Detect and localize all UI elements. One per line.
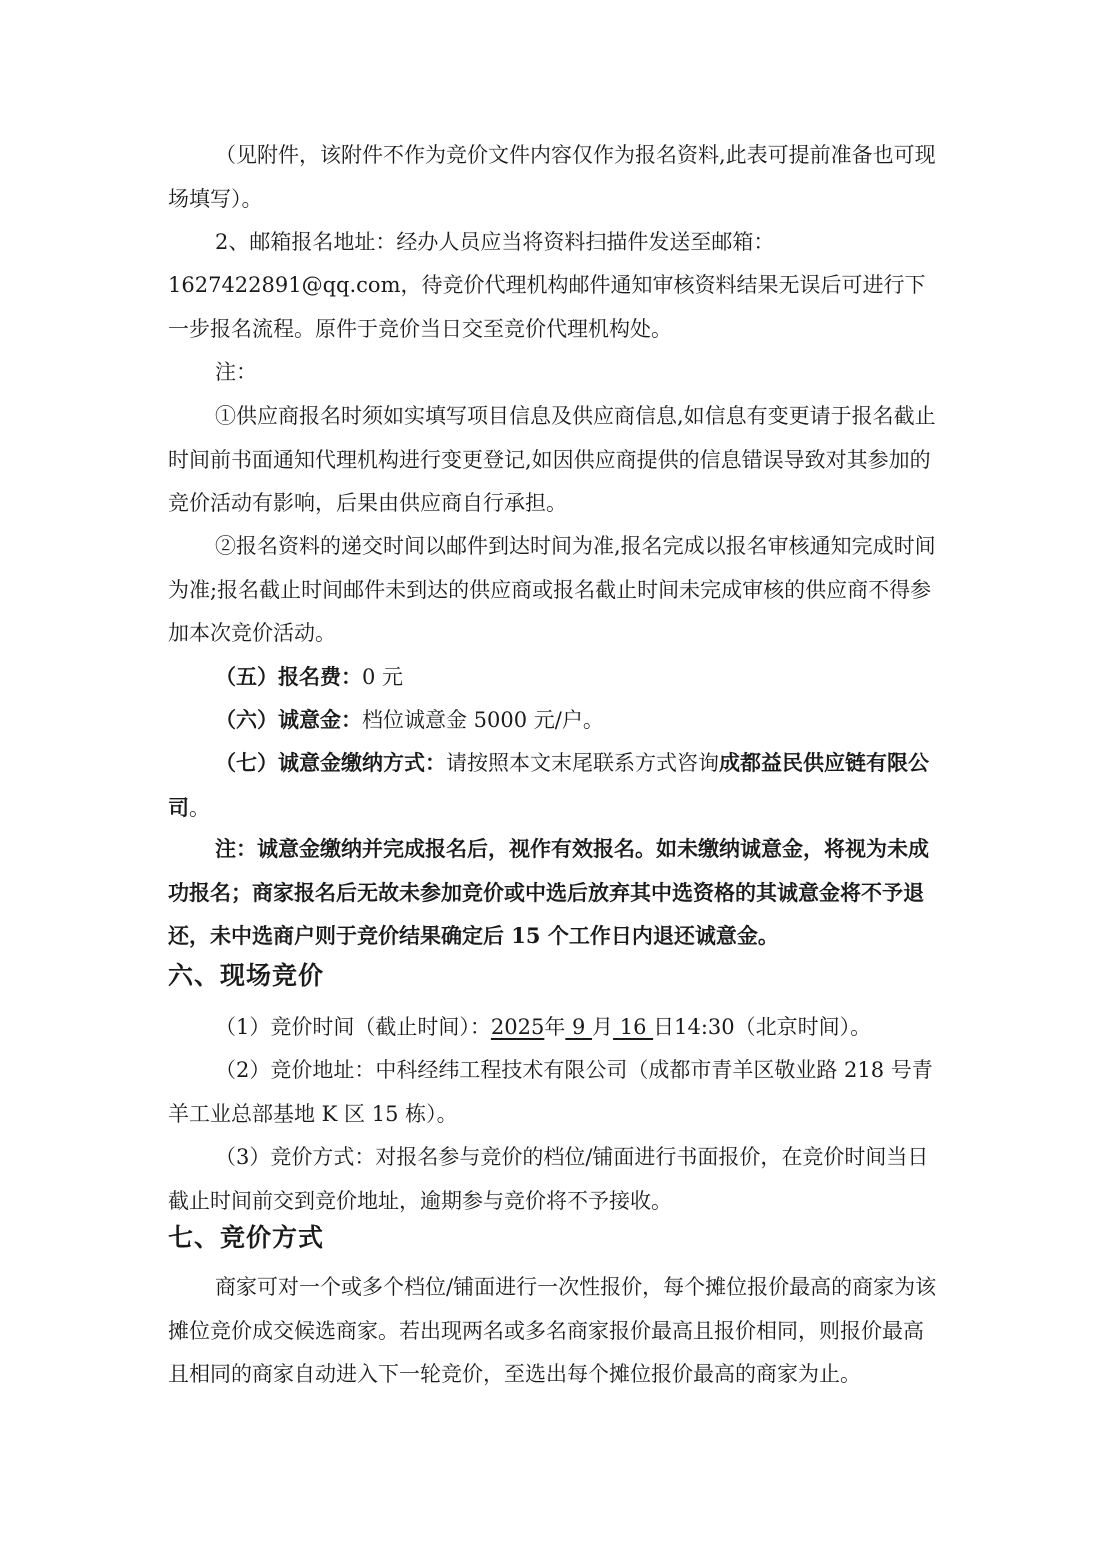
registration-fee xyxy=(168,655,938,700)
note-item-1: ①供应商报名时须如实填写项目信息及供应商信息,如信息有变更请于报名截止时间前书面通知代理机构进行变更登记,如因供应商提供的信息错误导致对其参加的竞价活动有影响，后果由供应商自行承担。 xyxy=(168,404,936,515)
deposit xyxy=(168,698,938,743)
fee-label: （五）报名费： xyxy=(215,664,362,689)
bidding-month-unit: 月 xyxy=(592,1015,614,1039)
deposit-payment xyxy=(168,741,938,830)
section-7-body: 商家可对一个或多个档位/铺面进行一次性报价，每个摊位报价最高的商家为该摊位竞价成交候选商家。若出现两名或多名商家报价最高且报价相同，则报价最高且相同的商家自动进入下一轮竞价，至选出每个摊位报价最高的商家为止。 xyxy=(168,1275,937,1386)
section-6-heading: 六、现场竞价 xyxy=(168,961,325,990)
bidding-day: 16 xyxy=(613,1015,654,1039)
payment-company: 成都益民供应链有限公司 xyxy=(168,750,929,820)
note-label: 注： xyxy=(215,360,257,384)
bidding-method: （3）竞价方式：对报名参与竞价的档位/铺面进行书面报价，在竞价时间当日截止时间前交到竞价地址，逾期参与竞价将不予接收。 xyxy=(168,1145,929,1213)
email-registration-line2: 1627422891@qq.com，待竞价代理机构邮件通知审核资料结果无误后可进行下一步报名流程。原件于竞价当日交至竞价代理机构处。 xyxy=(168,273,926,341)
payment-value: 请按照本文末尾联系方式咨询 xyxy=(446,751,719,775)
bidding-year-unit: 年 xyxy=(544,1015,566,1039)
payment-label: （七）诚意金缴纳方式： xyxy=(215,750,446,775)
bidding-day-unit: 日 xyxy=(653,1015,675,1039)
deposit-value: 档位诚意金 5000 元/户。 xyxy=(362,708,604,732)
bidding-time-suffix: 14:30（北京时间）。 xyxy=(674,1015,872,1039)
note-item-2: ②报名资料的递交时间以邮件到达时间为准,报名完成以报名审核通知完成时间为准;报名截止时间邮件未到达的供应商或报名截止时间未完成审核的供应商不得参加本次竞价活动。 xyxy=(168,534,936,645)
email-registration-line1: 2、邮箱报名地址：经办人员应当将资料扫描件发送至邮箱： xyxy=(215,230,775,254)
attachment-note: （见附件，该附件不作为竞价文件内容仅作为报名资料,此表可提前准备也可现场填写）。 xyxy=(168,143,936,211)
section-7-heading: 七、竞价方式 xyxy=(168,1223,325,1252)
bidding-time-prefix: （1）竞价时间（截止时间）： xyxy=(215,1015,491,1039)
bidding-year: 2025 xyxy=(490,1015,545,1039)
bidding-time xyxy=(168,1006,938,1050)
fee-value: 0 元 xyxy=(362,665,404,689)
bidding-month: 9 xyxy=(565,1015,593,1039)
payment-end: 。 xyxy=(189,795,210,820)
deposit-label: （六）诚意金： xyxy=(215,707,362,732)
deposit-note: 注：诚意金缴纳并完成报名后，视作有效报名。如未缴纳诚意金，将视为未成功报名；商家报名后无故未参加竞价或中选后放弃其中选资格的其诚意金将不予退还，未中选商户则于竞价结果确定后 15 个工作日内退还诚意金。 xyxy=(168,836,929,948)
bidding-address: （2）竞价地址：中科经纬工程技术有限公司（成都市青羊区敬业路 218 号青羊工业总部基地 K 区 15 栋）。 xyxy=(168,1058,933,1126)
